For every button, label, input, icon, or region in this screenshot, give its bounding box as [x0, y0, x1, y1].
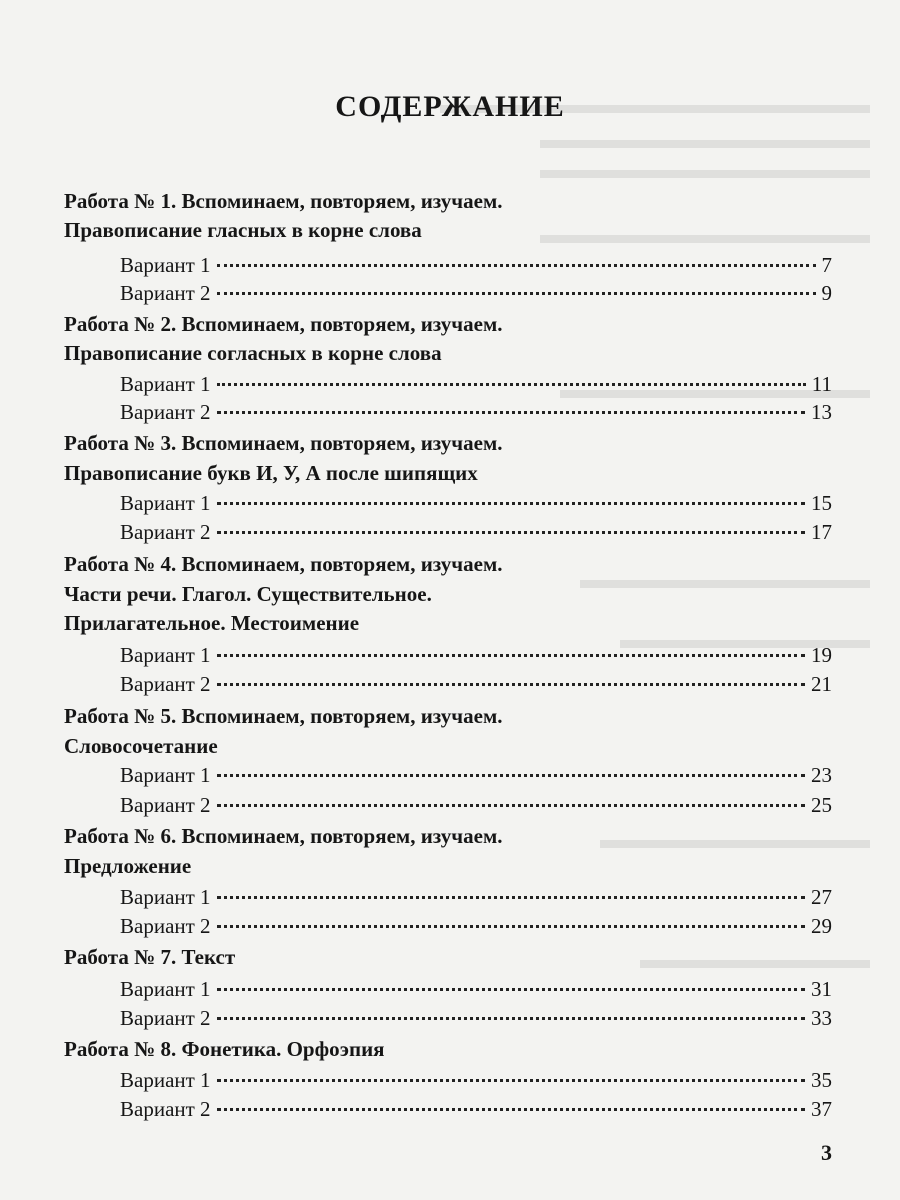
toc-entry[interactable]	[120, 640, 832, 670]
entry-label: Вариант 2	[120, 400, 211, 424]
entry-label: Вариант 2	[120, 672, 211, 696]
toc-entry[interactable]	[120, 669, 832, 699]
entry-page: 29	[811, 914, 832, 938]
dot-leader	[217, 987, 805, 991]
entry-page: 33	[811, 1006, 832, 1030]
entry-page: 15	[811, 491, 832, 515]
entry-page: 7	[821, 253, 832, 277]
entry-label: Вариант 2	[120, 793, 211, 817]
dot-leader	[217, 924, 805, 928]
entry-page: 31	[811, 977, 832, 1001]
toc-entry[interactable]	[120, 882, 832, 912]
dot-leader	[217, 410, 805, 414]
dot-leader	[217, 530, 805, 534]
toc-entry[interactable]	[120, 397, 832, 427]
section-heading: Работа № 3. Вспоминаем, повторяем, изучаем.	[64, 431, 503, 455]
toc-entry[interactable]	[120, 1003, 832, 1033]
entry-label: Вариант 2	[120, 1006, 211, 1030]
entry-label: Вариант 1	[120, 643, 211, 667]
entry-label: Вариант 1	[120, 253, 211, 277]
entry-label: Вариант 1	[120, 763, 211, 787]
section-subheading: Правописание букв И, У, А после шипящих	[64, 461, 478, 485]
toc-entry[interactable]	[120, 250, 832, 280]
dot-leader	[217, 803, 805, 807]
entry-label: Вариант 1	[120, 885, 211, 909]
entry-label: Вариант 1	[120, 977, 211, 1001]
entry-page: 25	[811, 793, 832, 817]
dot-leader	[217, 1107, 805, 1111]
entry-page: 21	[811, 672, 832, 696]
section-heading: Работа № 4. Вспоминаем, повторяем, изучаем.	[64, 552, 503, 576]
entry-page: 13	[811, 400, 832, 424]
toc-entry[interactable]	[120, 760, 832, 790]
dot-leader	[217, 1078, 805, 1082]
dot-leader	[217, 382, 806, 386]
entry-page: 27	[811, 885, 832, 909]
entry-label: Вариант 2	[120, 1097, 211, 1121]
entry-page: 19	[811, 643, 832, 667]
page-number: 3	[821, 1140, 832, 1165]
entry-label: Вариант 1	[120, 372, 211, 396]
section-subheading: Правописание гласных в корне слова	[64, 218, 422, 242]
section-subheading: Прилагательное. Местоимение	[64, 611, 360, 635]
dot-leader	[217, 263, 816, 267]
entry-label: Вариант 2	[120, 281, 211, 305]
dot-leader	[217, 291, 816, 295]
toc-entry[interactable]	[120, 790, 832, 820]
entry-page: 37	[811, 1097, 832, 1121]
dot-leader	[217, 773, 805, 777]
dot-leader	[217, 653, 805, 657]
dot-leader	[217, 1016, 805, 1020]
toc-entry[interactable]	[120, 517, 832, 547]
entry-page: 23	[811, 763, 832, 787]
dot-leader	[217, 501, 805, 505]
dot-leader	[217, 895, 805, 899]
section-heading: Работа № 2. Вспоминаем, повторяем, изучаем.	[64, 312, 503, 336]
toc-entry[interactable]	[120, 1065, 832, 1095]
dot-leader	[217, 682, 805, 686]
toc-entry[interactable]	[120, 488, 832, 518]
section-subheading: Словосочетание	[64, 734, 218, 758]
entry-page: 17	[811, 520, 832, 544]
toc-entry[interactable]	[120, 974, 832, 1004]
section-subheading: Предложение	[64, 854, 192, 878]
entry-page: 11	[811, 372, 832, 396]
entry-label: Вариант 2	[120, 520, 211, 544]
section-subheading: Части речи. Глагол. Существительное.	[64, 582, 432, 606]
toc-entry[interactable]	[120, 1094, 832, 1124]
toc-entry[interactable]	[120, 278, 832, 308]
toc-entry[interactable]	[120, 369, 832, 399]
section-heading: Работа № 5. Вспоминаем, повторяем, изучаем.	[64, 704, 503, 728]
section-heading: Работа № 6. Вспоминаем, повторяем, изучаем.	[64, 824, 503, 848]
entry-label: Вариант 1	[120, 1068, 211, 1092]
section-subheading: Правописание согласных в корне слова	[64, 341, 442, 365]
page-title: СОДЕРЖАНИЕ	[335, 90, 565, 123]
section-heading: Работа № 7. Текст	[64, 945, 236, 969]
entry-label: Вариант 1	[120, 491, 211, 515]
section-heading: Работа № 1. Вспоминаем, повторяем, изучаем.	[64, 189, 503, 213]
entry-page: 35	[811, 1068, 832, 1092]
entry-page: 9	[821, 281, 832, 305]
section-heading: Работа № 8. Фонетика. Орфоэпия	[64, 1037, 385, 1061]
entry-label: Вариант 2	[120, 914, 211, 938]
toc-entry[interactable]	[120, 911, 832, 941]
